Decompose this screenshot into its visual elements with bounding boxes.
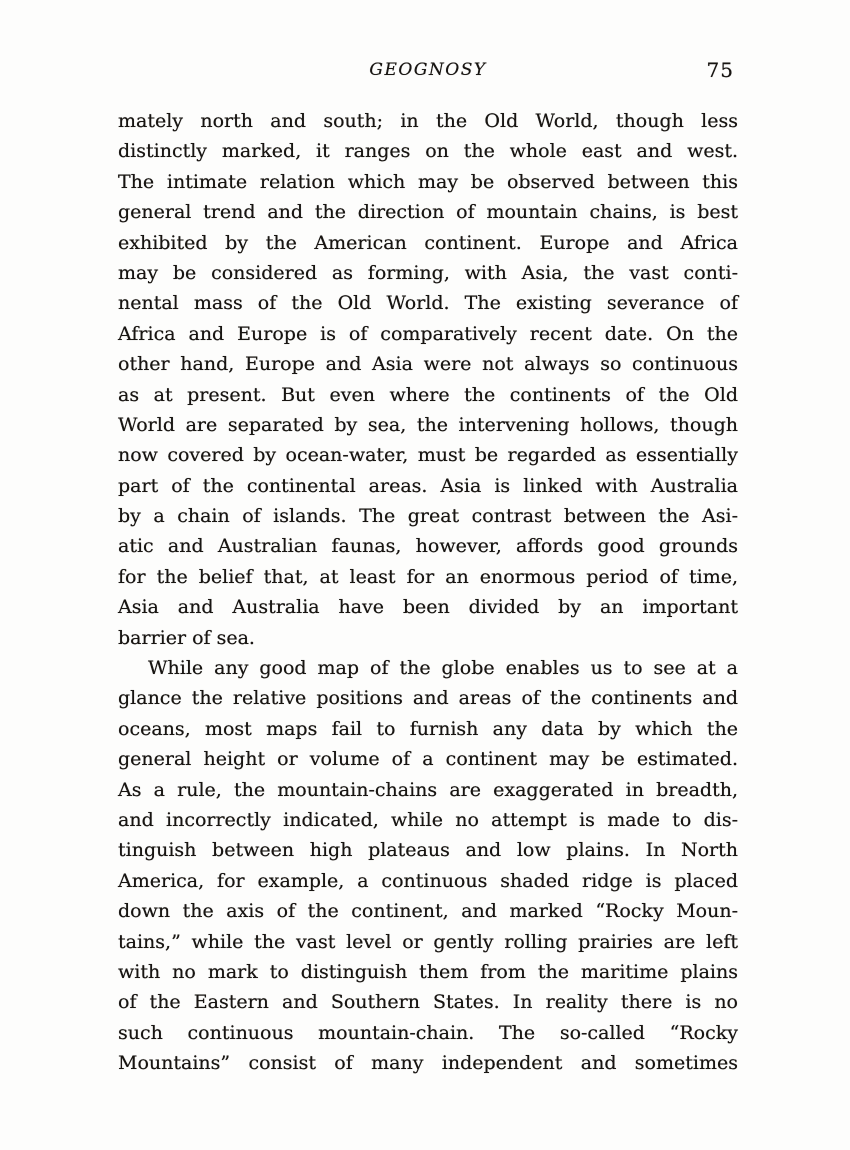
text-line: oceans, most maps fail to furnish any data by which the — [118, 717, 738, 740]
body-text — [118, 106, 738, 1079]
text-line: As a rule, the mountain-chains are exaggerated in breadth, — [118, 778, 738, 801]
text-line: barrier of sea. — [118, 626, 255, 649]
text-line: tains,” while the vast level or gently rolling prairies are left — [118, 930, 738, 953]
text-line: general trend and the direction of mountain chains, is best — [118, 201, 738, 224]
text-line: distinctly marked, it ranges on the whole east and west. — [118, 140, 738, 163]
text-line: general height or volume of a continent may be estimated. — [118, 748, 738, 771]
text-line: America, for example, a continuous shaded ridge is placed — [118, 869, 738, 892]
text-line: other hand, Europe and Asia were not always so continuous — [118, 353, 738, 376]
text-line: World are separated by sea, the intervening hollows, though — [118, 413, 738, 436]
text-line: may be considered as forming, with Asia, the vast conti- — [118, 261, 738, 284]
text-line: Asia and Australia have been divided by an important — [118, 596, 738, 619]
text-line: mately north and south; in the Old World, though less — [118, 110, 738, 132]
text-line: exhibited by the American continent. Europe and Africa — [118, 231, 738, 254]
page-number: 75 — [706, 58, 734, 82]
text-line: tinguish between high plateaus and low plains. In North — [118, 839, 738, 862]
text-line: down the axis of the continent, and marked “Rocky Moun- — [118, 900, 738, 923]
text-line: of the Eastern and Southern States. In reality there is no — [118, 991, 738, 1014]
page-header — [118, 58, 738, 84]
text-line: atic and Australian faunas, however, affords good grounds — [118, 535, 738, 558]
text-line: The intimate relation which may be observed between this — [118, 170, 738, 193]
text-line: While any good map of the globe enables us to see at a — [148, 657, 738, 680]
text-line: nental mass of the Old World. The existing severance of — [118, 292, 738, 315]
running-title: GEOGNOSY — [369, 60, 487, 80]
text-line: for the belief that, at least for an enormous period of time, — [118, 565, 738, 588]
text-line: Africa and Europe is of comparatively recent date. On the — [118, 322, 738, 345]
text-line: by a chain of islands. The great contrast between the Asi- — [118, 505, 738, 528]
text-line: Mountains” consist of many independent and sometimes — [118, 1052, 738, 1075]
text-line: part of the continental areas. Asia is linked with Australia — [118, 474, 738, 497]
text-line: now covered by ocean-water, must be regarded as essentially — [118, 444, 738, 467]
text-line: such continuous mountain-chain. The so-called “Rocky — [118, 1021, 738, 1044]
text-line: with no mark to distinguish them from the maritime plains — [118, 960, 738, 983]
text-line: as at present. But even where the continents of the Old — [118, 383, 738, 406]
text-line: and incorrectly indicated, while no attempt is made to dis- — [118, 808, 738, 831]
text-line: glance the relative positions and areas of the continents and — [118, 687, 738, 710]
